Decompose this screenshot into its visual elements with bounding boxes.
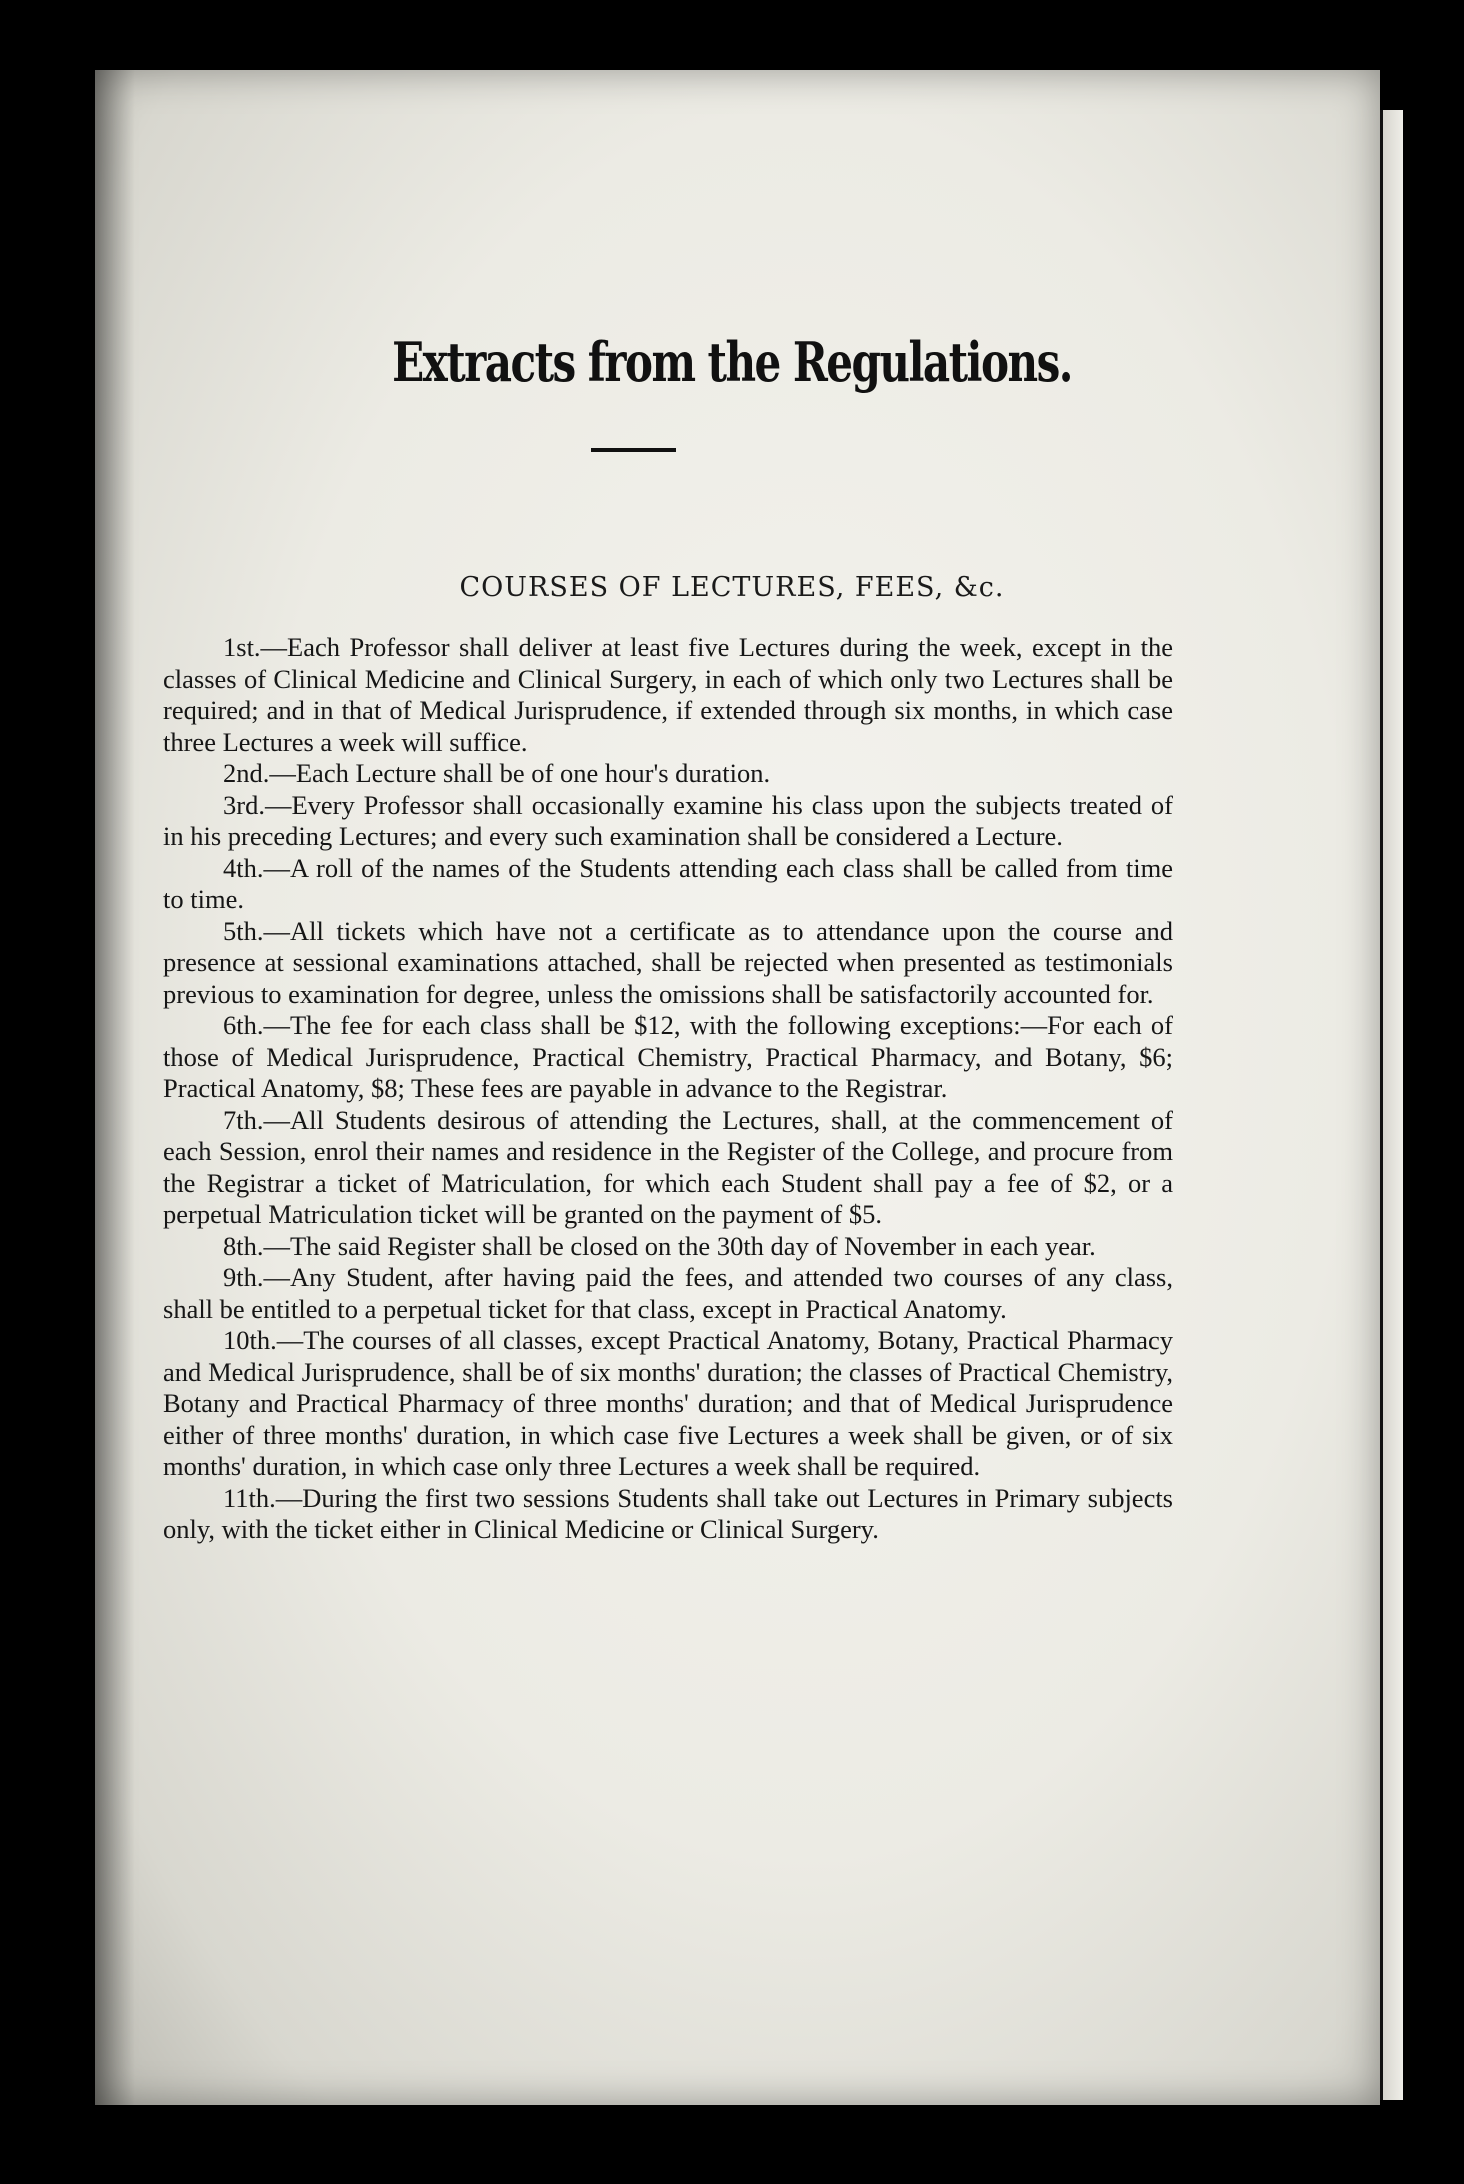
regulation-paragraph: 6th.—The fee for each class shall be $12, with the following exceptions:—For each of those of Medical Jurisprudence, Practical Chemistry, Practical Pharmacy, and Botany, $6; Practical Anatomy, $8; These fees are payable in advance to the Registrar. [163,1010,1173,1103]
page-heading: Extracts from the Regulations. [392,330,1072,394]
regulation-paragraph: 7th.—All Students desirous of attending the Lectures, shall, at the commencement of each Session, enrol their names and residence in the Register of the College, and procure from the Registrar a ticket of Matriculation, for which each Student shall pay a fee of $2, or a perpetual Matriculation ticket will be granted on the payment of $5. [163,1104,1173,1229]
heading-rule [591,448,676,452]
regulation-paragraph: 10th.—The courses of all classes, except Practical Anatomy, Botany, Practical Pharmacy and Medical Jurisprudence, shall be of six months' duration; the classes of Practical Chemistry, Botany and Practical Pharmacy of three months' duration; and that of Medical Jurisprudence either of three months' duration, in which case five Lectures a week shall be given, or of six months' duration, in which case only three Lectures a week shall be required. [163,1325,1173,1481]
regulation-paragraph: 4th.—A roll of the names of the Students attending each class shall be called from time to time. [163,852,1173,914]
regulation-paragraph: 8th.—The said Register shall be closed on the 30th day of November in each year. [223,1230,1096,1261]
regulation-paragraph: 3rd.—Every Professor shall occasionally examine his class upon the subjects treated of in his preceding Lectures; and every such examination shall be considered a Lecture. [163,789,1173,851]
section-subheading: COURSES OF LECTURES, FEES, &c. [459,572,1005,603]
regulation-paragraph: 9th.—Any Student, after having paid the fees, and attended two courses of any class, shall be entitled to a perpetual ticket for that class, except in Practical Anatomy. [163,1262,1173,1324]
regulations-body [163,632,1173,1546]
regulation-paragraph: 11th.—During the first two sessions Students shall take out Lectures in Primary subjects only, with the ticket either in Clinical Medicine or Clinical Surgery. [163,1482,1173,1544]
page-edge-shadow [95,70,135,2105]
regulation-paragraph: 5th.—All tickets which have not a certificate as to attendance upon the course and presence at sessional examinations attached, shall be rejected when presented as testimonials previous to examination for degree, unless the omissions shall be satisfactorily accounted for. [163,915,1173,1009]
regulation-paragraph: 2nd.—Each Lecture shall be of one hour's duration. [223,758,771,788]
next-page-edge [1380,110,1403,2100]
regulation-paragraph: 1st.—Each Professor shall deliver at least five Lectures during the week, except in the classes of Clinical Medicine and Clinical Surgery, in each of which only two Lectures shall be required; and in that of Medical Jurisprudence, if extended through six months, in which case three Lectures a week will suffice. [163,632,1173,757]
